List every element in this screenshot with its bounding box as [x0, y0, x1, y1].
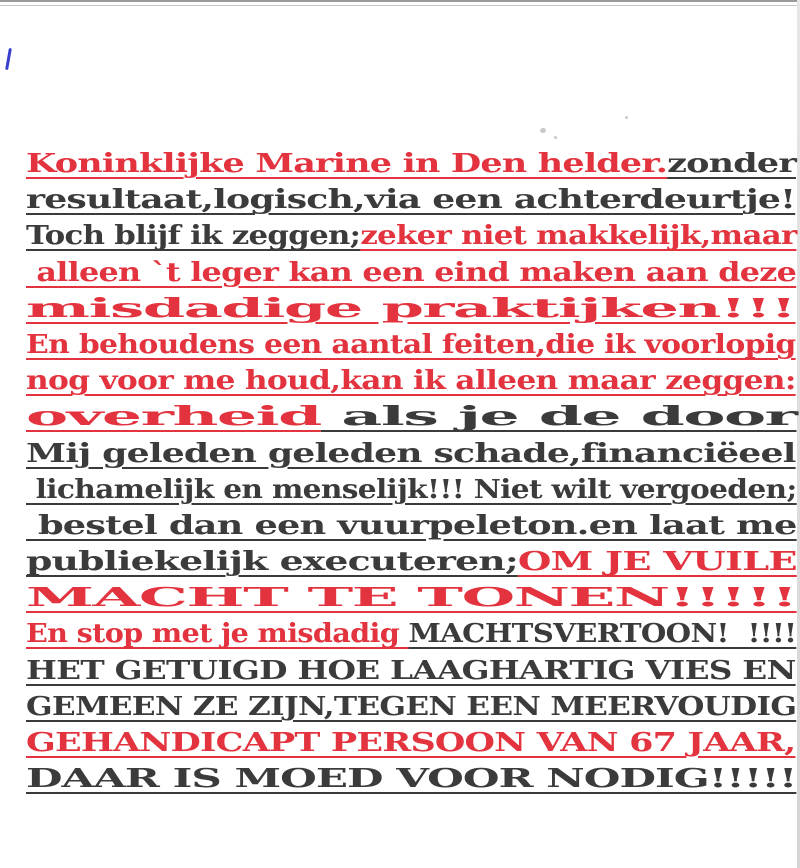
text-segment: En stop met je misdadig — [26, 619, 409, 650]
text-segment: misdadige praktijken!!! — [26, 293, 796, 324]
text-segment: alleen `t leger kan een eind maken aan deze — [26, 257, 797, 288]
text-segment: Mij geleden geleden schade,financiëeel — [26, 438, 796, 469]
text-line — [26, 725, 798, 761]
text-line — [26, 146, 798, 182]
text-segment: als je de door — [320, 402, 797, 433]
text-segment: publiekelijk executeren; — [26, 547, 518, 578]
text-line — [26, 291, 798, 327]
text-segment: Koninklijke Marine in Den helder. — [26, 149, 668, 179]
text-line — [26, 653, 798, 689]
text-segment: MACHT TE TONEN!!!!! — [26, 582, 797, 614]
text-line — [26, 544, 798, 580]
text-segment: lichamelijk en menselijk!!! Niet wilt vergoeden; — [26, 474, 797, 505]
text-line — [26, 580, 798, 616]
scan-speck — [554, 136, 557, 139]
text-line — [26, 218, 798, 254]
scan-speck — [625, 116, 628, 119]
text-line — [26, 472, 798, 508]
text-segment: zonder — [667, 149, 796, 179]
text-line — [26, 399, 798, 435]
text-line — [26, 436, 798, 472]
text-segment: resultaat,logisch,via een achterdeurtje! — [26, 185, 796, 216]
letter-text — [26, 146, 798, 797]
text-line — [26, 327, 798, 363]
text-segment: GEMEEN ZE ZIJN,TEGEN EEN MEERVOUDIG — [26, 690, 797, 722]
text-segment: En behoudens een aantal feiten,die ik voorlopig — [26, 329, 796, 360]
text-segment: DAAR IS MOED VOOR NODIG!!!!! — [26, 763, 797, 795]
text-segment: nog voor me houd,kan ik alleen maar zeggen: — [26, 366, 796, 397]
text-segment: HET GETUIGD HOE LAAGHARTIG VIES EN — [26, 654, 796, 686]
text-line — [26, 182, 798, 218]
page-top-edge — [0, 0, 800, 6]
text-line — [26, 689, 798, 725]
text-segment: overheid — [26, 402, 321, 433]
text-segment: Toch blijf ik zeggen; — [26, 221, 361, 252]
text-line — [26, 363, 798, 399]
text-line — [26, 508, 798, 544]
text-segment: zeker niet makkelijk,maar — [360, 221, 797, 252]
text-segment: OM JE VUILE — [517, 546, 797, 578]
text-line — [26, 255, 798, 291]
pen-mark — [5, 48, 12, 70]
text-line — [26, 616, 798, 652]
text-line — [26, 761, 798, 797]
text-segment: GEHANDICAPT PERSOON VAN 67 JAAR, — [26, 727, 796, 758]
scan-speck — [540, 128, 546, 133]
text-segment: MACHTSVERTOON! !!!! — [408, 618, 797, 650]
text-segment: bestel dan een vuurpeleton.en laat me — [26, 510, 797, 541]
